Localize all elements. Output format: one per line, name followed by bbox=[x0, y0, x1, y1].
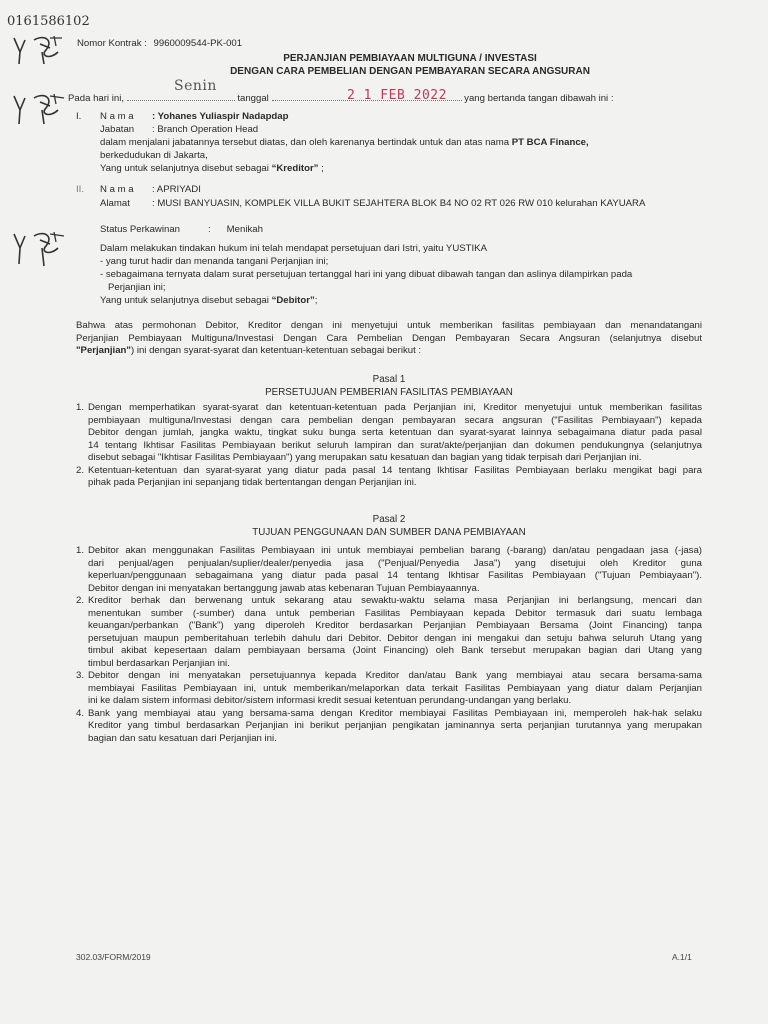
list-item-line: timbul akibat kepesertaan dalam pembiayaan bersama (Joint Financing) oleh Bank tersebut merupakan bagian dari Utang yang bbox=[88, 645, 702, 656]
party2-called-term: “Debitor” bbox=[271, 295, 315, 306]
party1-name: : Yohanes Yuliaspir Nadapdap bbox=[152, 111, 289, 122]
party2-bullet-1: - yang turut hadir dan menanda tangani Perjanjian ini; bbox=[100, 256, 329, 267]
party2-marital-value: : Menikah bbox=[208, 224, 263, 235]
party2-consent: Dalam melakukan tindakan hukum ini telah mendapat persetujuan dari Istri, yaitu YUSTIKA bbox=[100, 243, 487, 254]
preamble bbox=[76, 320, 702, 358]
party1-company: PT BCA Finance, bbox=[511, 137, 589, 148]
initials-signature-3 bbox=[10, 228, 74, 273]
preamble-term: "Perjanjian" bbox=[76, 345, 131, 356]
party1-domicile: berkedudukan di Jakarta, bbox=[100, 150, 208, 161]
list-item-line: menentukan sumber (-sumber) dana untuk pemberian Fasilitas Pembiayaan kepada Debitor termasuk dari suatu lembaga bbox=[88, 607, 702, 619]
list-item bbox=[76, 670, 702, 708]
date-label: tanggal bbox=[237, 93, 269, 104]
party2-name-label: N a m a bbox=[100, 184, 134, 195]
day-field bbox=[127, 100, 235, 101]
title-line-1: PERJANJIAN PEMBIAYAAN MULTIGUNA / INVESTASI bbox=[283, 53, 537, 64]
opening-prefix: Pada hari ini, bbox=[68, 93, 124, 104]
party2-name: : APRIYADI bbox=[152, 184, 201, 195]
list-item bbox=[76, 708, 702, 746]
form-code: 302.03/FORM/2019 bbox=[76, 952, 151, 962]
party2-called bbox=[100, 295, 317, 308]
list-item-line: bagian dan satu kesatuan dari Perjanjian ini. bbox=[88, 732, 277, 744]
party1-name-label: N a m a bbox=[100, 111, 134, 122]
list-item-line: Debitor dengan ini menyatakan persetujuannya kepada Kreditor dan/atau Bank yang membiayai atau secara bersama-sama bbox=[88, 670, 702, 681]
party1-position: : Branch Operation Head bbox=[152, 124, 259, 135]
contract-number: 9960009544-PK-001 bbox=[153, 38, 243, 49]
party2-address: : MUSI BANYUASIN, KOMPLEK VILLA BUKIT SEJAHTERA BLOK B4 NO 02 RT 026 RW 010 kelurahan KAYUARA bbox=[152, 198, 646, 209]
preamble-line-1: Bahwa atas permohonan Debitor, Kreditor dengan ini menyetujui untuk memberikan fasilitas pembiayaan dan menandatangani bbox=[76, 320, 702, 331]
list-item bbox=[76, 545, 702, 595]
pasal2-title: TUJUAN PENGGUNAAN DAN SUMBER DANA PEMBIAYAAN bbox=[252, 527, 526, 538]
list-item-line: 14 tentang Ikhtisar Fasilitas Pembiayaan berikut seluruh lampiran dan surat/akte/perjanjian dan dokumen pendukungnya (selanjutnya bbox=[88, 439, 702, 451]
pasal2-label: Pasal 2 bbox=[372, 514, 406, 525]
list-item-line: disebut sebagai "Ikhtisar Fasilitas Pembiayaan") yang merupakan satu kesatuan dan bagian yang tidak terpisah dari Perjanjian ini. bbox=[88, 452, 642, 463]
party1-capacity bbox=[100, 137, 589, 150]
list-item-number: 1. bbox=[76, 545, 85, 556]
party1-capacity-text: dalam menjalani jabatannya tersebut diatas, dan oleh karenanya bertindak untuk dan atas nama bbox=[100, 137, 510, 148]
list-item-number: 2. bbox=[76, 464, 85, 476]
list-item-line: Kreditor yang timbul berdasarkan Perjanjian ini berikut perjanjian pengikatan jaminannya serta perjanjian turutannya yang merupakan bbox=[88, 720, 702, 731]
preamble-line-3 bbox=[76, 345, 702, 358]
contract-number-line bbox=[77, 38, 242, 51]
opening-suffix: yang bertanda tangan dibawah ini : bbox=[464, 93, 614, 104]
list-item-line: persetujuan maupun pemberitahuan terlebih dahulu dari Debitor. Debitor dengan ini mengakui dan setuju bahwa seluruh Utang yang bbox=[88, 632, 702, 644]
page-code: A.1/1 bbox=[672, 952, 692, 962]
list-item-line: ini ke dalam sistem informasi debitor/sistem informasi kredit sesuai ketentuan perundang-undangan yang berlaku. bbox=[88, 695, 572, 706]
list-item-line: Bank yang membiayai atau yang bersama-sama dengan Kreditor membiayai Fasilitas Pembiayaan ini, memperoleh hak-hak selaku bbox=[88, 707, 702, 719]
party1-position-label: Jabatan bbox=[100, 124, 135, 135]
party1-called-prefix: Yang untuk selanjutnya disebut sebagai bbox=[100, 163, 269, 174]
preamble-line-2: Perjanjian Pembiayaan Multiguna/Investasi Dengan Cara Pembelian Dengan Pembayaran Secara Angsuran (selanjutnya disebut bbox=[76, 332, 702, 344]
pasal1-title: PERSETUJUAN PEMBERIAN FASILITAS PEMBIAYAAN bbox=[265, 387, 513, 398]
list-item-number: 2. bbox=[76, 595, 85, 606]
party1-called-suffix: ; bbox=[321, 163, 324, 174]
list-item-number: 1. bbox=[76, 402, 85, 413]
pasal1-label: Pasal 1 bbox=[372, 374, 406, 385]
preamble-line-3-rest: ) ini dengan syarat-syarat dan ketentuan-ketentuan sebagai berikut : bbox=[130, 345, 422, 356]
list-item-line: Ketentuan-ketentuan dan syarat-syarat yang diatur pada pasal 14 tentang Ikhtisar Fasilitas Pembiayaan berlaku mengikat bagi para bbox=[88, 464, 702, 476]
list-item-line: pembiayaan multiguna/Investasi dengan cara pembelian dengan pembayaran secara angsuran ("Fasilitas Pembiayaan") kepada bbox=[88, 414, 702, 426]
list-item-line: Debitor dengan jumlah, jangka waktu, tingkat suku bunga serta ketentuan dan syarat-syarat lainnya sebagaimana diatur pada pasal bbox=[88, 427, 702, 438]
list-item bbox=[76, 402, 702, 465]
list-item-line: membiayai Fasilitas Pembiayaan ini, untuk memberikan/melaporkan data terkait Fasilitas Pembiayaan yang diatur dalam Perjanjian bbox=[88, 682, 702, 694]
list-item-number: 4. bbox=[76, 707, 85, 719]
party2-called-prefix: Yang untuk selanjutnya disebut sebagai bbox=[100, 295, 269, 306]
party1-called-term: “Kreditor” bbox=[271, 163, 319, 174]
list-item-line: Dengan memperhatikan syarat-syarat dan ketentuan-ketentuan pada Perjanjian ini, Kreditor menyetujui untuk memberikan fasilitas bbox=[88, 402, 702, 413]
contract-label: Nomor Kontrak : bbox=[77, 38, 147, 49]
document-number: 0161586102 bbox=[7, 14, 90, 29]
party2-called-suffix: ; bbox=[314, 295, 318, 306]
party1-number: I. bbox=[76, 111, 82, 122]
pasal2-list bbox=[76, 545, 702, 745]
initials-signature-1 bbox=[10, 34, 74, 71]
pasal1-list bbox=[76, 402, 702, 490]
party1-called bbox=[100, 163, 324, 176]
party2-address-label: Alamat bbox=[100, 198, 130, 209]
list-item-line: timbul berdasarkan Perjanjian ini. bbox=[88, 657, 230, 669]
list-item-line: keperluan/penggunaan sebagaimana yang diatur pada pasal 14 tentang Ikhtisar Fasilitas Pembiayaan ("Tujuan Pembiayaan"). bbox=[88, 570, 702, 581]
party2-bullet-2a: - sebagaimana ternyata dalam surat persetujuan tertanggal hari ini yang dibuat dibawah tangan dan aslinya dilampirkan pada bbox=[100, 269, 633, 280]
party2-bullet-2b: Perjanjian ini; bbox=[108, 282, 166, 293]
list-item bbox=[76, 595, 702, 670]
list-item-line: dari penjual/agen penjualan/suplier/dealer/penyedia jasa ("Penjual/Penyedia Jasa") yang disetujui oleh Kreditor guna bbox=[88, 557, 702, 569]
party2-marital-label: Status Perkawinan bbox=[100, 224, 180, 235]
list-item-line: Debitor akan menggunakan Fasilitas Pembiayaan ini untuk membiayai pembelian barang (-barang) dan/atau pengadaan jasa (-jasa) bbox=[88, 545, 702, 556]
list-item-number: 3. bbox=[76, 670, 85, 681]
list-item-line: Kreditor berhak dan berwenang untuk sekarang atau sewaktu-waktu selama masa Perjanjian ini berlangsung, mencari dan bbox=[88, 595, 702, 606]
initials-signature-2 bbox=[10, 92, 74, 131]
list-item bbox=[76, 465, 702, 490]
list-item-line: Debitor dengan ini menyatakan bertanggung jawab atas kebenaran Tujuan Pembiayaannya. bbox=[88, 582, 480, 594]
title-line-2: DENGAN CARA PEMBELIAN DENGAN PEMBAYARAN SECARA ANGSURAN bbox=[230, 66, 590, 77]
party2-number: II. bbox=[76, 184, 84, 195]
day-value: Senin bbox=[174, 78, 217, 94]
list-item-line: pihak pada Perjanjian ini sepanjang tidak bertentangan dengan Perjanjian ini. bbox=[88, 477, 417, 488]
date-stamp: 2 1 FEB 2022 bbox=[347, 88, 447, 103]
list-item-line: keuangan/perbankan ("Bank") yang diperoleh Kreditor berdasarkan Perjanjian Pembiayaan Bersama (Joint Financing) tanpa bbox=[88, 620, 702, 631]
